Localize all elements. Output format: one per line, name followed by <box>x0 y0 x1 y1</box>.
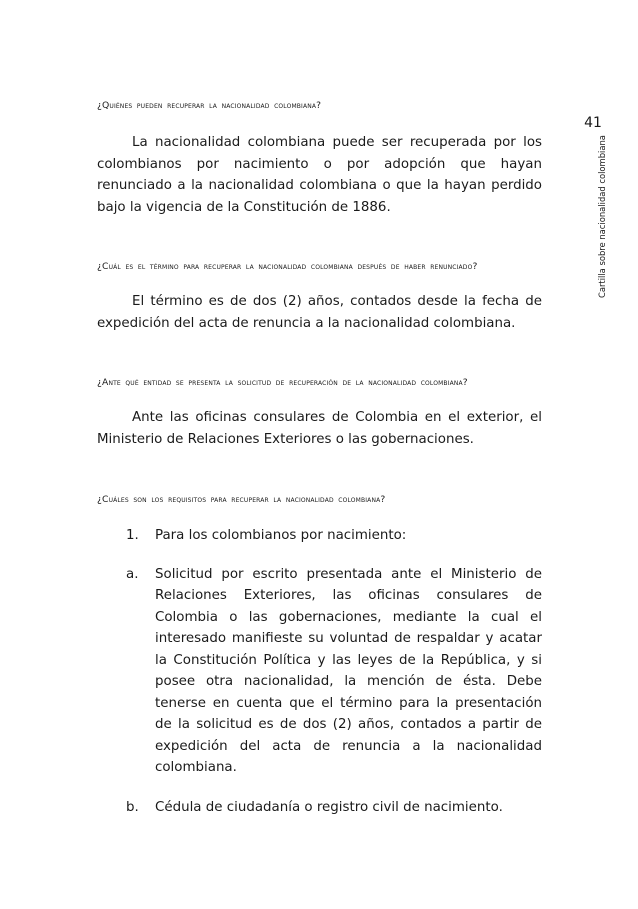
document-body <box>97 96 542 818</box>
list-marker: a. <box>126 566 139 582</box>
list-marker: b. <box>126 799 139 815</box>
answer-paragraph: Ante las oficinas consulares de Colombia en el exterior, el Ministerio de Relaciones Exteriores o las gobernaciones. <box>97 410 542 447</box>
requirements-list <box>97 525 542 818</box>
list-item <box>126 525 542 547</box>
list-item-text: Solicitud por escrito presentada ante el Ministerio de Relaciones Exteriores, las oficinas consulares de Colombia o las gobernaciones, mediante la cual el interesado manifieste su voluntad de respaldar y acatar la Constitución Política y las leyes de la República, y si posee otra nacionalidad, la mención de ésta. Debe tenerse en cuenta que el término para la presentación de la solicitud es de dos (2) años, contados a partir de expedición del acta de renuncia a la nacionalidad colombiana. <box>155 566 542 775</box>
list-marker: 1. <box>126 528 139 543</box>
running-title: Cartilla sobre nacionalidad colombiana <box>597 135 607 298</box>
question-heading: ¿Ante qué entidad se presenta la solicitud de recuperación de la nacionalidad colombiana? <box>97 377 468 388</box>
answer-paragraph: El término es de dos (2) años, contados desde la fecha de expedición del acta de renuncia a la nacionalidad colombiana. <box>97 294 542 331</box>
question-heading: ¿Quiénes pueden recuperar la nacionalidad colombiana? <box>97 100 322 111</box>
page-number: 41 <box>584 115 602 131</box>
list-item <box>126 797 542 819</box>
list-item-text: Cédula de ciudadanía o registro civil de nacimiento. <box>155 799 503 815</box>
list-item <box>126 564 542 779</box>
question-heading: ¿Cuál es el término para recuperar la nacionalidad colombiana después de haber renunciado? <box>97 261 478 272</box>
question-heading: ¿Cuáles son los requisitos para recuperar la nacionalidad colombiana? <box>97 494 386 505</box>
list-item-text: Para los colombianos por nacimiento: <box>155 528 407 543</box>
answer-paragraph: La nacionalidad colombiana puede ser recuperada por los colombianos por nacimiento o por adopción que hayan renunciado a la nacionalidad colombiana o que la hayan perdido bajo la vigencia de la Constitución de 1886. <box>97 135 542 215</box>
